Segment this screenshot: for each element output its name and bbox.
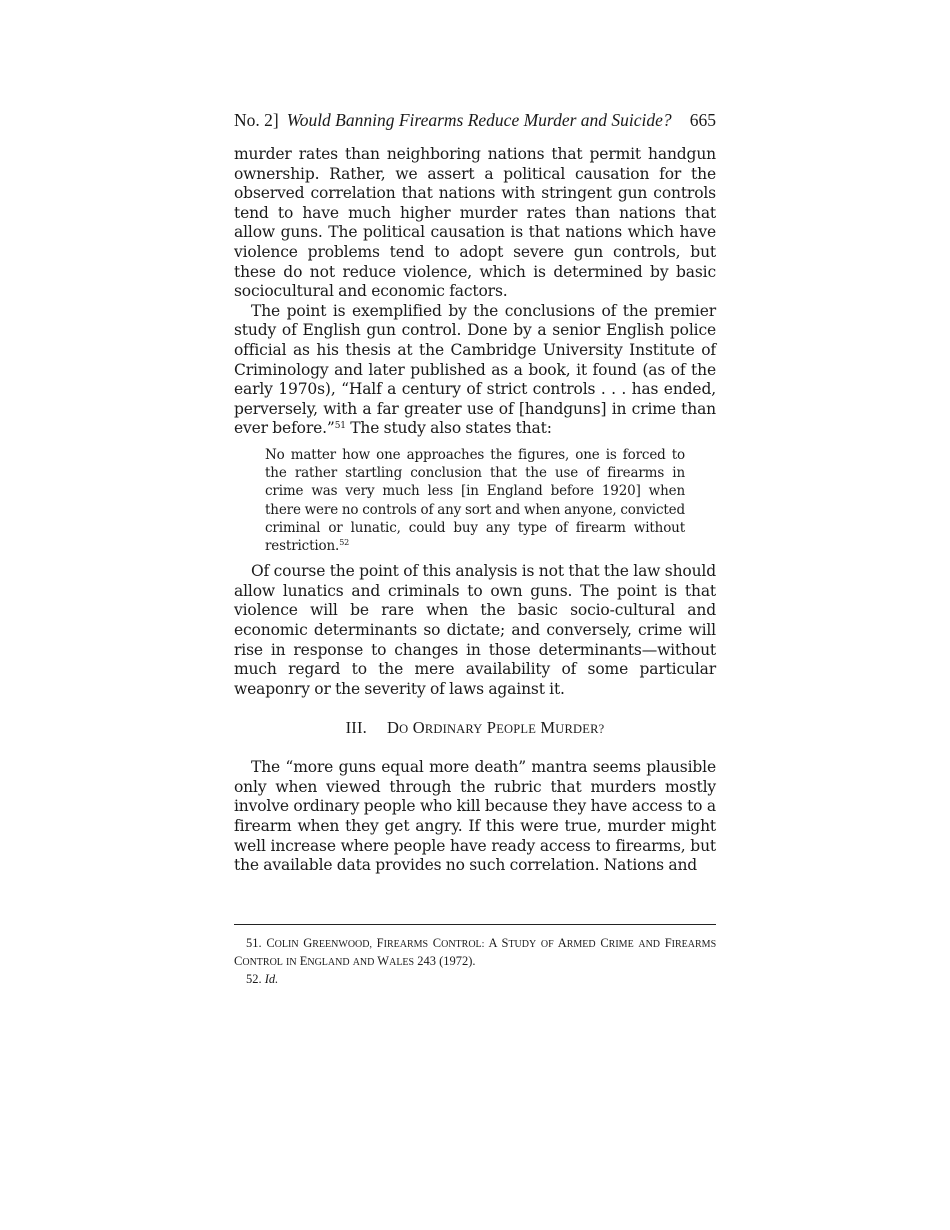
fn-letters: ONTROL <box>242 957 283 968</box>
fn-letter: C <box>432 936 442 950</box>
footnote-number: 52. <box>246 972 262 986</box>
fn-letter: W <box>377 954 390 968</box>
heading-letter: M <box>540 718 556 738</box>
footnote-divider <box>234 924 716 925</box>
heading-letters: URDER? <box>555 722 605 737</box>
main-text-continued <box>234 562 716 699</box>
heading-letter: P <box>486 718 497 738</box>
main-text-section-three <box>234 758 716 876</box>
footnote-ref-52[interactable]: 52 <box>339 537 350 547</box>
fn-letter: C <box>266 936 275 950</box>
footnote-text: Id. <box>264 972 279 986</box>
running-head <box>234 108 716 132</box>
fn-letter: A <box>488 936 497 950</box>
paragraph-study-text: The point is exemplified by the conclusions of the premier study of English gun control. Done by a senior English police official as his thesis at the Cambridge University Institute of Criminology and later published as a book, it found (as of the early 1970s), “Half a century of strict controls . . . has ended, perversely, with a far greater use of [handguns] in crime than ever before.” <box>234 301 716 438</box>
main-text <box>234 145 716 439</box>
section-numeral: III. <box>345 718 367 738</box>
fn-letter: A <box>557 936 567 950</box>
fn-letter: E <box>299 954 308 968</box>
section-heading <box>234 718 716 738</box>
fn-letters: ALES <box>389 957 415 968</box>
page-number: 665 <box>689 110 716 130</box>
fn-letter: C <box>234 954 243 968</box>
fn-letter: G <box>303 936 313 950</box>
fn-letters: RIME <box>608 939 634 950</box>
fn-letters: IN <box>286 957 297 968</box>
fn-letters: IREARMS <box>383 939 429 950</box>
paragraph-study-tail: The study also states that: <box>350 419 552 438</box>
paragraph-mantra: The “more guns equal more death” mantra seems plausible only when viewed through the rubric that murders mostly involve ordinary people who kill because they have access to a firearm when they get angry. If this were true, murder might well increase where people have ready access to firearms, but the available data provides no such correlation. Nations and <box>234 758 716 875</box>
issue-number: No. 2] <box>234 110 279 130</box>
fn-letters: OF <box>540 939 554 950</box>
paragraph-study <box>234 302 716 439</box>
fn-letters: TUDY <box>508 939 537 950</box>
footnote-51 <box>234 935 716 971</box>
footnote-number: 51. <box>246 936 262 950</box>
block-quote-text: No matter how one approaches the figures, one is forced to the rather startling conclusion that the use of firearms in crime was very much less [in England before 1920] when there were no controls of any sort and when anyone, convicted criminal or lunatic, could buy any type of firearm without restriction. <box>265 446 685 554</box>
fn-letters: AND <box>352 957 375 968</box>
footnote-52 <box>234 971 716 988</box>
fn-letters: ONTROL: <box>441 939 485 950</box>
fn-letters: IREARMS <box>671 939 717 950</box>
paragraph-analysis: Of course the point of this analysis is not that the law should allow lunatics and criminals to own guns. The point is that violence will be rare when the basic socio-cultural and economic determinants so dictate; and conversely, crime will rise in response to changes in those determinants—without much regard to the mere availability of some particular weaponry or the severity of laws against it. <box>234 562 716 698</box>
article-title: Would Banning Firearms Reduce Murder and Suicide? <box>286 110 672 130</box>
fn-letter: F <box>376 936 384 950</box>
fn-letters: OLIN <box>274 939 299 950</box>
fn-letters: AND <box>638 939 661 950</box>
document-page <box>234 108 716 876</box>
footnote-ref-51[interactable]: 51 <box>334 421 346 432</box>
footnote-citation: 243 (1972). <box>417 954 476 968</box>
block-quote <box>265 446 685 555</box>
heading-letter: O <box>412 718 425 738</box>
paragraph-continued: murder rates than neighboring nations that permit handgun ownership. Rather, we assert a political causation for the observed correlation that nations with stringent gun controls tend to have much higher murder rates than nations that allow guns. The political causation is that nations which have violence problems tend to adopt severe gun controls, but these do not reduce violence, which is determined by basic sociocultural and economic factors. <box>234 145 716 301</box>
heading-letters: RDINARY <box>424 722 483 737</box>
heading-letter: D <box>387 718 400 738</box>
heading-letters: EOPLE <box>496 722 537 737</box>
fn-letter: S <box>501 936 509 950</box>
fn-letters: NGLAND <box>307 957 350 968</box>
heading-letters: O <box>399 722 409 737</box>
fn-letters: REENWOOD, <box>312 939 372 950</box>
fn-letter: F <box>664 936 672 950</box>
fn-letters: RMED <box>566 939 596 950</box>
footnotes <box>234 935 716 988</box>
fn-letter: C <box>600 936 609 950</box>
